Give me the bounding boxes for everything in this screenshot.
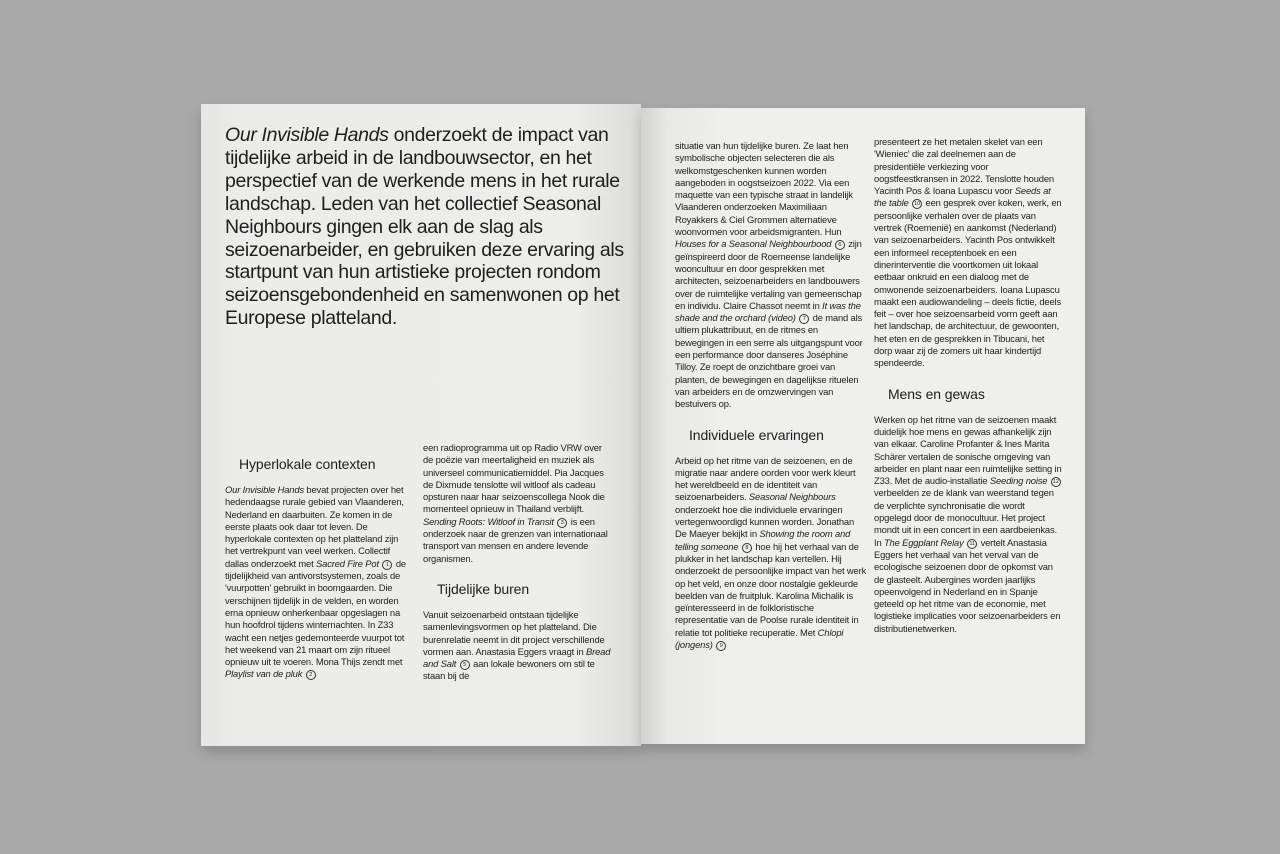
left-page [201, 104, 641, 746]
left-column-1 [225, 456, 413, 681]
italic-title: Chlopi (jongens) [675, 626, 844, 650]
paragraph-buren-vervolg [675, 140, 867, 411]
body-text: een gesprek over koken, werk, en persoonlijke verhalen over de plaats van vertrek (Roemenië) en aankomst (Nederland) van seizoenarbeiders. Yacinth Pos ontwikkelt een informeel receptenboek en een dinerinterventie die voortkomen uit lokaal eetbaar onkruid en een dialoog met de omwonende seizoenarbeiders. Ioana Lupascu maakt een audiowandeling – deels fictie, deels feit – over hoe seizoensarbeid vorm geeft aan het landschap, de architectuur, de gewoonten, het eten en de gesprekken in Tibucani, het dorp waar zij de zomers uit haar kindertijd spendeerde. [874, 197, 1062, 369]
footnote-number: 3 [557, 518, 567, 528]
heading-tijdelijke-buren: Tijdelijke buren [437, 580, 530, 597]
body-text: Arbeid op het ritme van de seizoenen, en de migratie naar andere oorden voor werk kleurt het wereldbeeld en de identiteit van seizoenarbeiders. [675, 454, 856, 503]
italic-title: Sending Roots: Witloof in Transit [423, 515, 554, 527]
footnote-number: 8 [742, 543, 752, 553]
italic-title: Playlist van de pluk [225, 668, 303, 680]
body-text: bevat projecten over het hedendaagse rurale gebied van Vlaanderen, Nederland en daarbuiten. Ze komen in de eerste plaats ook daar tot leven. De hyperlokale contexten op het platteland zijn het vertrekpunt van veel werken. Collectif dallas onderzoekt met [225, 484, 404, 569]
paragraph-radio [423, 442, 611, 565]
intro-title: Our Invisible Hands [225, 124, 389, 146]
footnote-number: 5 [460, 660, 470, 670]
left-column-2 [423, 442, 611, 683]
intro-text: onderzoekt de impact van tijdelijke arbeid in de landbouwsector, en het perspectief van de werkende mens in het rurale landschap. Leden van het collectief Seasonal Neighbours gingen elk aan de slag als seizoenarbeider, en gebruiken deze ervaring als startpunt van hun artistieke projecten rondom seizoensgebondenheid en samenwonen op het Europese platteland. [225, 124, 624, 330]
italic-title: Houses for a Seasonal Neighbourbood [675, 238, 832, 250]
body-text: presenteert ze het metalen skelet van een 'Wieniec' die zal deelnemen aan de presidentiële verkiezing voor oogstfeestkransen in 2022. Tenslotte houden Yacinth Pos & Ioana Lupascu voor [874, 136, 1054, 197]
body-text: aan lokale bewoners om stil te staan bij de [423, 658, 595, 682]
italic-title: Bread and Salt [423, 645, 611, 670]
right-page [641, 108, 1085, 744]
footnote-number: 11 [967, 539, 977, 549]
heading-individuele-ervaringen: Individuele ervaringen [689, 426, 824, 443]
italic-title: Sacred Fire Pot [316, 557, 379, 569]
paragraph-mens-en-gewas [874, 414, 1064, 635]
footnote-number: 7 [799, 314, 809, 324]
italic-title: Showing the room and telling someone [675, 528, 851, 552]
italic-title: Seasonal Neighbours [748, 491, 836, 503]
body-text: de tijdelijkheid van antivorstsystemen, zoals de 'vuurpotten' gebruikt in boomgaarden. Die verschijnen tijdelijk in de velden, en worden erna opnieuw onherkenbaar opgeslagen na hun hoofdrol tijdens winternachten. In Z33 wacht een netjes gedemonteerde vuurpot tot het weekend van 21 maart om zijn ritueel opnieuw uit te voeren. Mona Thijs zendt met [225, 557, 406, 668]
footnote-number: 12 [1051, 477, 1061, 487]
right-column-1 [675, 140, 867, 651]
paragraph-individuele-ervaringen [675, 455, 867, 652]
body-text: een radioprogramma uit op Radio VRW over de poëzie van meertaligheid en muziek als universeel communicatiemiddel. Pia Jacques de Dixmude tenslotte wil witloof als cadeau opsturen naar haar seizoenscollega Nook die momenteel opnieuw in Thailand verblijft. [423, 442, 605, 515]
footnote-number: 9 [716, 641, 726, 651]
body-text: vertelt Anastasia Eggers het verhaal van het verval van de ecologische seizoenen door de opkomst van de glasteelt. Aubergines worden jaarlijks opeenvolgend in Nederland en in Spanje geteeld op het ritme van de economie, met logistieke implicaties voor seizoenarbeiders en distributienetwerken. [874, 536, 1061, 634]
heading-mens-en-gewas: Mens en gewas [888, 385, 985, 402]
body-text: hoe hij het verhaal van de plukker in het landschap kan vertellen. Hij onderzoekt de persoonlijke impact van het werk op het veld, en onze door nostalgie gekleurde beelden van de fruitpluk. Karolina Michalik is geïnteresseerd in de folkloristische representatie van de Poolse rurale identiteit in relatie tot politieke recuperatie. Met [675, 540, 867, 638]
paragraph-hyperlokale [225, 484, 413, 681]
italic-title: The Eggplant Relay [883, 536, 964, 548]
right-column-2 [874, 136, 1064, 635]
heading-hyperlokale-contexten: Hyperlokale contexten [239, 456, 376, 472]
paragraph-wieniec [874, 136, 1064, 370]
body-text: de mand als ultiem plukattribuut, en de ritmes en bewegingen in een serre als uitgangspunt voor een performance door danseres Joséphine Tilloy. Ze roept de onzichtbare groei van planten, de bewegingen en dagelijkse rituelen van arbeiders en de omzwervingen van bestuivers op. [675, 312, 863, 410]
footnote-number: 1 [382, 560, 392, 570]
body-text: verbeelden ze de klank van weerstand tegen de verplichte synchronisatie die wordt opgelegd door de monocultuur. Het project mondt uit in een concert in een aardbeienkas. In [874, 487, 1057, 548]
footnote-number: 2 [306, 670, 316, 680]
italic-title: Our Invisible Hands [225, 484, 304, 495]
intro-paragraph [225, 124, 625, 330]
footnote-number: 10 [912, 199, 922, 209]
body-text: is een onderzoek naar de grenzen van internationaal transport van mensen en andere levende organismen. [423, 515, 608, 564]
italic-title: Seeding noise [989, 475, 1048, 487]
paragraph-tijdelijke-buren [423, 609, 611, 683]
italic-title: Seeds at the table [874, 185, 1051, 209]
body-text: Werken op het ritme van de seizoenen maakt duidelijk hoe mens en gewas afhankelijk zijn van elkaar. Caroline Profanter & Ines Marita Schärer vertalen de sonische omgeving van arbeider en plant naar een ruimtelijke setting in Z33. Met de audio-installatie [874, 413, 1062, 487]
body-text: onderzoekt hoe die individuele ervaringen vertegenwoordigd kunnen worden. Jonathan De Maeyer bekijkt in [675, 503, 855, 540]
italic-title: It was the shade and the orchard (video) [675, 299, 861, 324]
body-text: zijn geïnspireerd door de Roemeense landelijke wooncultuur en door gesprekken met architecten, seizoenarbeiders en landbouwers over de ruimtelijke vertaling van gemeenschap en individu. Claire Chassot neemt in [675, 238, 862, 311]
body-text: Vanuit seizoenarbeid ontstaan tijdelijke samenlevingsvormen op het platteland. Die burenrelatie neemt in dit project verschillende vormen aan. Anastasia Eggers vraagt in [423, 608, 605, 657]
body-text: situatie van hun tijdelijke buren. Ze laat hen symbolische objecten selecteren die als welkomstgeschenken kunnen worden aangeboden in oogstseizoen 2022. Via een maquette van een typische straat in landelijk Vlaanderen onderzoeken Maximiliaan Royakkers & Ciel Grommen alternatieve woonvormen voor arbeidsmigranten. Hun [675, 140, 853, 238]
footnote-number: 6 [835, 240, 845, 250]
